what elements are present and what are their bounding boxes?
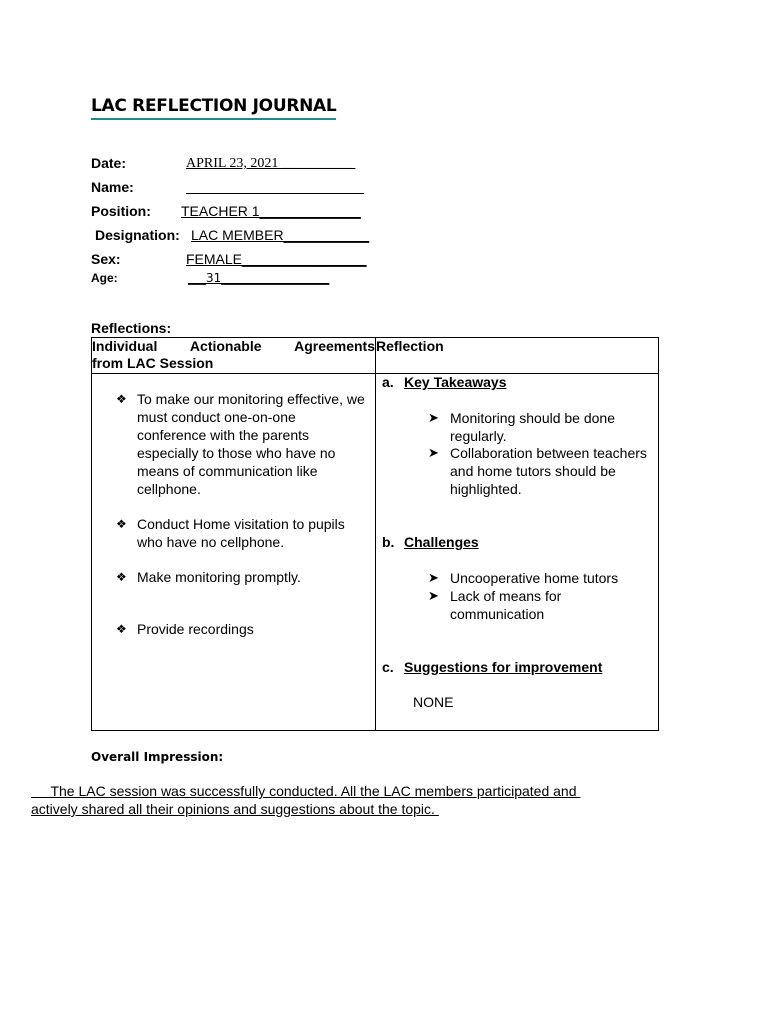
diamond-bullet-icon: ❖ xyxy=(116,392,127,406)
overall-line-2: actively shared all their opinions and suggestions about the topic. xyxy=(31,801,439,817)
section-heading: Key Takeaways xyxy=(404,374,507,390)
section-letter: a. xyxy=(382,374,394,390)
agreement-text: Conduct Home visitation to pupils who have no cellphone. xyxy=(137,516,345,550)
position-value: TEACHER 1_____________ xyxy=(181,203,361,219)
arrowhead-bullet-icon: ➤ xyxy=(428,570,439,585)
list-item xyxy=(428,587,650,623)
age-label: Age: xyxy=(91,271,118,285)
item-text: Monitoring should be done regularly. xyxy=(450,410,616,444)
suggestions-note: NONE xyxy=(413,694,454,710)
section-heading: Challenges xyxy=(404,534,479,550)
section-challenges xyxy=(382,534,479,550)
position-label: Position: xyxy=(91,203,151,219)
list-item xyxy=(116,390,365,498)
table-header-row xyxy=(92,338,659,374)
name-underline xyxy=(186,193,364,194)
age-value: ___31__________________ xyxy=(188,271,330,285)
arrowhead-bullet-icon: ➤ xyxy=(428,588,439,603)
item-text: Uncooperative home tutors xyxy=(450,570,619,586)
sex-value: FEMALE________________ xyxy=(186,251,367,267)
overall-line-1: The LAC session was successfully conducted. All the LAC members participated and xyxy=(31,783,581,799)
section-letter: b. xyxy=(382,534,395,550)
list-item xyxy=(116,620,365,638)
diamond-bullet-icon: ❖ xyxy=(116,622,127,636)
list-item xyxy=(428,409,650,445)
agreement-text: Provide recordings xyxy=(137,621,254,637)
designation-label: Designation: xyxy=(95,227,180,243)
date-value: APRIL 23, 2021 __________ xyxy=(186,156,356,171)
reflections-label: Reflections: xyxy=(91,320,172,336)
item-text: Lack of means for communication xyxy=(450,588,562,622)
header-reflection: Reflection xyxy=(376,338,659,374)
overall-impression-label: Overall Impression: xyxy=(91,750,224,764)
arrowhead-bullet-icon: ➤ xyxy=(428,410,439,425)
section-letter: c. xyxy=(382,659,394,675)
page-title: LAC REFLECTION JOURNAL xyxy=(91,96,336,120)
sex-label: Sex: xyxy=(91,251,121,267)
list-item xyxy=(428,444,650,498)
section-key-takeaways xyxy=(382,374,506,390)
arrowhead-bullet-icon: ➤ xyxy=(428,445,439,460)
designation-value: LAC MEMBER___________ xyxy=(191,227,370,243)
date-label: Date: xyxy=(91,155,127,171)
section-heading: Suggestions for improvement xyxy=(404,659,603,675)
agreement-text: Make monitoring promptly. xyxy=(137,569,301,585)
agreements-cell xyxy=(92,374,376,731)
table-body-row xyxy=(92,374,659,731)
overall-impression-text xyxy=(31,782,711,818)
list-item xyxy=(116,515,365,551)
name-label: Name: xyxy=(91,179,134,195)
diamond-bullet-icon: ❖ xyxy=(116,570,127,584)
reflection-table xyxy=(91,337,659,731)
agreement-text: To make our monitoring effective, we must conduct one-on-one conference with the parents especially to those who have no means of communication like cellphone. xyxy=(137,391,365,497)
header-agreements-line1: Individual Actionable Agreements xyxy=(92,338,375,354)
diamond-bullet-icon: ❖ xyxy=(116,517,127,531)
item-text: Collaboration between teachers and home tutors should be highlighted. xyxy=(450,445,647,497)
list-item xyxy=(428,569,650,587)
reflection-cell xyxy=(376,374,659,731)
section-suggestions xyxy=(382,659,602,675)
header-agreements-line2: from LAC Session xyxy=(92,355,214,371)
list-item xyxy=(116,568,365,586)
header-agreements xyxy=(92,338,376,374)
